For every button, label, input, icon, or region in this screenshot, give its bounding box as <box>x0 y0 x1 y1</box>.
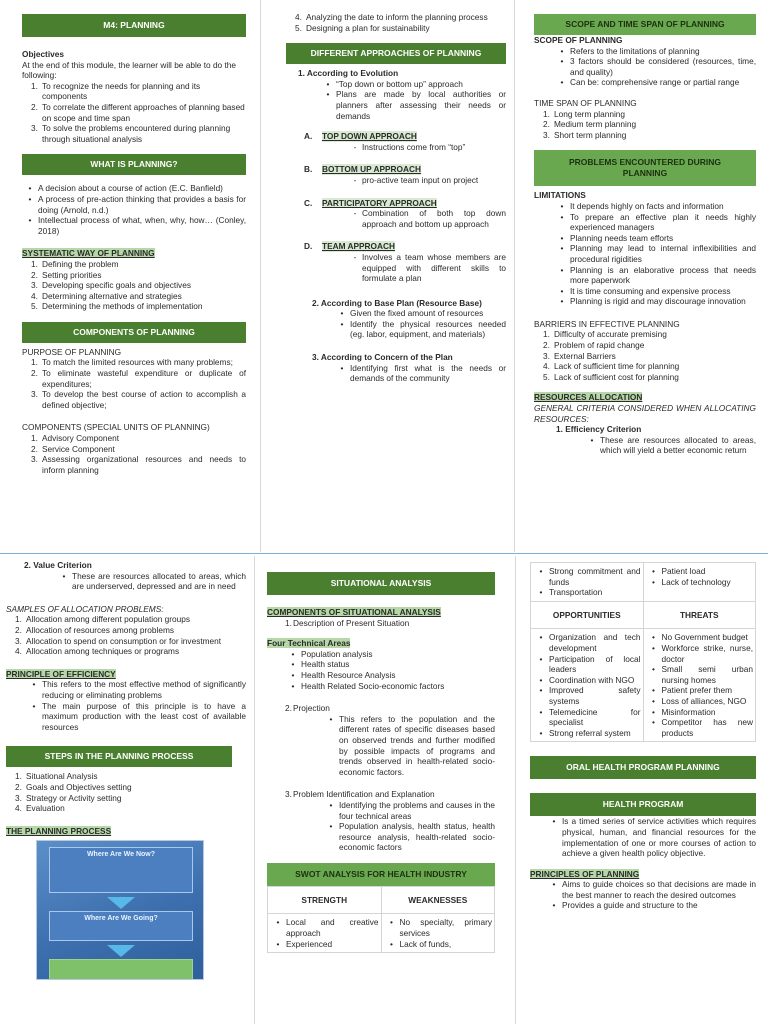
objectives-intro: At the end of this module, the learner will be able to do the following: <box>22 59 237 81</box>
list-item: 2. Goals and Objectives setting <box>15 781 132 792</box>
base-plan-list <box>286 308 506 340</box>
evolution-title: 1. According to Evolution <box>298 68 399 79</box>
special-units-title: COMPONENTS (SPECIAL UNITS OF PLANNING) <box>22 422 210 433</box>
approach-d: D. TEAM APPROACH - Involves a team whose members are equipped with different skills to formulate a plan <box>304 241 506 284</box>
list-item: • It is time consuming and expensive process <box>560 285 731 296</box>
list-item: • Aims to guide choices so that decisions are made in the best manner to reach the desired outcomes <box>552 879 756 900</box>
list-item: • A decision about a course of action (E.C. Banfield) <box>28 183 223 194</box>
swot-table <box>267 886 495 953</box>
list-item: • Participation of local leaders <box>539 653 641 675</box>
list-item: • This refers to the most effective method of significantly reducing or eliminating problems <box>32 679 246 700</box>
list-item: • Population analysis, health status, health resource analysis, health-related socio-economic factors <box>329 821 495 853</box>
column-3 <box>534 14 756 552</box>
limitations-list <box>534 201 756 307</box>
approaches-banner: DIFFERENT APPROACHES OF PLANNING <box>286 43 506 64</box>
concern-title: 3. According to Concern of the Plan <box>312 352 453 363</box>
strength-cell <box>268 914 382 953</box>
list-item: 4. Allocation among techniques or programs <box>15 646 180 657</box>
list-item: • Coordination with NGO <box>539 674 635 685</box>
list-item: • Can be: comprehensive range or partial range <box>560 77 740 88</box>
systematic-list <box>22 259 246 312</box>
components-banner: COMPONENTS OF PLANNING <box>22 322 246 343</box>
value-criterion-list <box>6 571 246 592</box>
list-item: - pro-active team input on project <box>353 174 479 185</box>
list-item: • Experienced <box>276 938 333 949</box>
limitations-title: LIMITATIONS <box>534 190 586 201</box>
list-item: 1. Advisory Component <box>31 433 120 444</box>
list-item: • No specialty, primary services <box>390 917 492 939</box>
efficiency-criterion-title: 1. Efficiency Criterion <box>556 424 642 435</box>
list-item: 5. Lack of sufficient cost for planning <box>543 371 679 382</box>
list-item: 4. Evaluation <box>15 803 65 814</box>
projection-title: 2. Projection <box>285 703 330 714</box>
general-criteria: GENERAL CRITERIA CONSIDERED WHEN ALLOCATING RESOURCES: <box>534 403 756 424</box>
column-divider <box>260 0 261 552</box>
list-item: • Organization and tech development <box>539 632 641 653</box>
list-item: • These are resources allocated to areas, which will yield a better economic return <box>590 434 756 456</box>
list-item: • Loss of alliances, NGO <box>652 695 747 706</box>
column-5 <box>267 572 495 1024</box>
list-item: 1. Description of Present Situation <box>285 617 410 628</box>
time-span-list <box>534 109 756 141</box>
list-item: 1. Defining the problem <box>31 258 119 269</box>
column-divider <box>514 0 515 552</box>
purpose-list <box>22 357 246 410</box>
photo-box: Where Are We Now? <box>49 847 193 893</box>
list-item: • Plans are made by local authorities or planners after assessing their needs or demands <box>326 89 506 121</box>
objectives-title: Objectives <box>22 49 64 59</box>
what-is-planning-banner: WHAT IS PLANNING? <box>22 154 246 175</box>
list-item: • Is a timed series of service activities which requires physical, human, and financial resources for the implementation of one or more courses of action to achieve a given health policy objective. <box>552 816 756 859</box>
list-item: 2. Setting priorities <box>31 269 102 280</box>
list-item: 2. Service Component <box>31 443 115 454</box>
list-item: • Population analysis <box>291 648 373 659</box>
photo-arrow <box>107 945 135 957</box>
list-item: • Small semi urban nursing homes <box>652 664 753 685</box>
list-item: 3. To develop the best course of action to accomplish a defined objective; <box>31 389 246 410</box>
list-item: • Given the fixed amount of resources <box>340 308 484 319</box>
column-divider <box>515 556 516 1024</box>
list-item: • Telemedicine for specialist <box>539 706 641 728</box>
threats-cell <box>643 629 756 742</box>
steps-list <box>6 771 246 813</box>
approach-c: C. PARTICIPATORY APPROACH - Combination of both top down approach and bottom up approach <box>304 197 506 229</box>
list-item: • Identifying the problems and causes in the four technical areas <box>329 799 495 821</box>
strength-header: STRENGTH <box>268 886 382 914</box>
evolution-list <box>286 79 506 121</box>
list-item: 5. Determining the methods of implementation <box>31 301 203 312</box>
column-2 <box>286 12 506 552</box>
list-item: • Refers to the limitations of planning <box>560 45 700 56</box>
health-program-banner: HEALTH PROGRAM <box>530 793 756 816</box>
list-item: 2. To correlate the different approaches of planning based on scope and time span <box>31 101 245 123</box>
list-item: • “Top down or bottom up” approach <box>326 78 463 89</box>
list-item: • Patient load <box>652 566 706 576</box>
scope-title: SCOPE OF PLANNING <box>534 35 623 45</box>
column-6 <box>530 562 756 1024</box>
list-item: • Strong commitment and funds <box>539 566 641 587</box>
list-item: 2. Medium term planning <box>543 119 637 130</box>
list-item: • Identifying first what is the needs or demands of the community <box>340 362 506 384</box>
list-item: - Involves a team whose members are equipped with different skills to formulate a plan <box>353 251 506 284</box>
opportunities-cell <box>531 629 644 742</box>
planning-process-image <box>36 840 204 980</box>
list-item: • Strong referral system <box>539 727 631 738</box>
list-item: • Health Related Socio-economic factors <box>291 680 445 691</box>
samples-list <box>6 614 246 656</box>
components-situational-title: COMPONENTS OF SITUATIONAL ANALYSIS <box>267 607 441 617</box>
barriers-list <box>534 329 756 382</box>
list-item: 3. Short term planning <box>543 129 627 140</box>
list-item: • Lack of funds, <box>390 938 452 949</box>
list-item: • Competitor has new products <box>652 717 753 738</box>
list-item: 1. Situational Analysis <box>15 771 98 782</box>
health-program-list <box>530 816 756 858</box>
list-item: • These are resources allocated to areas, which are underserved, depressed and are in need <box>62 570 246 592</box>
four-technical-title: Four Technical Areas <box>267 638 351 649</box>
scope-time-banner: SCOPE AND TIME SPAN OF PLANNING <box>534 14 756 35</box>
list-item: • Transportation <box>539 587 603 598</box>
list-item: • Planning is an elaborative process that needs more paperwork <box>560 264 756 286</box>
list-item: • Lack of technology <box>652 576 731 587</box>
threats-header: THREATS <box>643 601 756 629</box>
photo-box: Where Are We Going? <box>49 911 193 941</box>
list-item: • Patient prefer them <box>652 685 733 696</box>
projection-list <box>267 714 495 778</box>
list-item: • Planning needs team efforts <box>560 232 674 243</box>
list-item: 4. Analyzing the date to inform the planning process <box>295 12 488 22</box>
list-item: 2. Allocation of resources among problems <box>15 624 175 635</box>
list-item: • Health status <box>291 659 350 670</box>
list-item: 3. To solve the problems encountered during planning through situational analysis <box>31 123 231 144</box>
list-item: 4. Lack of sufficient time for planning <box>543 361 680 372</box>
list-item: • The main purpose of this principle is to have a maximum production with the least cost of available resources <box>32 700 246 732</box>
scope-list <box>534 46 756 88</box>
list-item: - Instructions come from “top” <box>353 141 466 152</box>
list-item: 1. Allocation among different population groups <box>15 614 191 625</box>
list-item: • Identify the physical resources needed (eg. labor, equipment, and materials) <box>340 318 506 340</box>
list-item: • Improved safety systems <box>539 685 641 706</box>
list-item: • It depends highly on facts and information <box>560 200 724 211</box>
value-criterion-title: 2. Value Criterion <box>24 560 92 570</box>
list-item: • 3 factors should be considered (resources, time, and quality) <box>560 56 756 77</box>
list-item: • Provides a guide and structure to the <box>552 900 698 911</box>
list-item: • Misinformation <box>652 706 716 717</box>
continued-list <box>286 12 506 33</box>
list-item: • Local and creative approach <box>276 917 379 939</box>
list-item: - Combination of both top down approach and bottom up approach <box>353 208 506 229</box>
purpose-title: PURPOSE OF PLANNING <box>22 346 122 357</box>
section-divider <box>0 553 768 554</box>
list-item: • This refers to the population and the different rates of specific diseases based on observed trends and further modified by possible impacts of programs and trends observed in health-related socio-economic factors. <box>329 713 495 777</box>
principle-efficiency-title: PRINCIPLE OF EFFICIENCY <box>6 668 116 679</box>
principles-planning-title: PRINCIPLES OF PLANNING <box>530 868 640 879</box>
systematic-way-title: SYSTEMATIC WAY OF PLANNING <box>22 248 155 259</box>
list-item: 3. Assessing organizational resources and needs to inform planning <box>31 454 246 475</box>
column-4 <box>6 560 246 1024</box>
special-units-list <box>22 433 246 475</box>
list-item: 3. Strategy or Activity setting <box>15 792 122 803</box>
approach-b: B. BOTTOM UP APPROACH - pro-active team input on project <box>286 164 506 185</box>
list-item: 3. Allocation to spend on consumption or for investment <box>15 635 222 646</box>
opportunities-header: OPPORTUNITIES <box>531 601 644 629</box>
weaknesses-cell <box>381 914 495 953</box>
column-1 <box>22 14 246 552</box>
time-span-title: TIME SPAN OF PLANNING <box>534 97 637 108</box>
list-item: • Workforce strike, nurse, doctor <box>652 642 753 664</box>
list-item: 4. Determining alternative and strategies <box>31 290 182 301</box>
planning-process-title: THE PLANNING PROCESS <box>6 825 112 836</box>
situational-banner: SITUATIONAL ANALYSIS <box>267 572 495 595</box>
concern-list <box>286 363 506 384</box>
components-situational-list <box>267 618 495 629</box>
photo-arrow <box>107 897 135 909</box>
resources-allocation-title: RESOURCES ALLOCATION <box>534 392 643 403</box>
efficiency-criterion-list <box>534 435 756 456</box>
problem-identification-list <box>267 800 495 853</box>
four-technical-list <box>267 649 495 691</box>
column-divider <box>254 556 255 1024</box>
samples-title: SAMPLES OF ALLOCATION PROBLEMS: <box>6 603 164 614</box>
weaknesses-cell <box>643 563 756 602</box>
list-item: • Planning may lead to internal inflexibilities and procedural rigidities <box>560 243 756 264</box>
what-is-planning-list <box>22 183 246 236</box>
list-item: 1. Long term planning <box>543 108 626 119</box>
list-item: • No Government budget <box>652 632 748 643</box>
list-item: 1. To recognize the needs for planning and its components <box>31 80 201 102</box>
barriers-title: BARRIERS IN EFFECTIVE PLANNING <box>534 318 680 329</box>
list-item: 1. To match the limited resources with many problems; <box>31 357 233 368</box>
list-item: 2. Problem of rapid change <box>543 340 645 351</box>
list-item: • Planning is rigid and may discourage innovation <box>560 296 746 307</box>
list-item: 3. Developing specific goals and objectives <box>31 280 191 291</box>
approach-a: A. TOP DOWN APPROACH - Instructions come from “top” <box>286 131 506 152</box>
list-item: • A process of pre-action thinking that provides a basis for doing (Arnold, n.d.) <box>28 193 246 215</box>
m4-planning-banner: M4: PLANNING <box>22 14 246 37</box>
list-item: 1. Difficulty of accurate premising <box>543 329 667 340</box>
list-item: 2. To eliminate wasteful expenditure or duplicate of expenditures; <box>31 368 246 389</box>
swot-table-continued <box>530 562 756 742</box>
list-item: 5. Designing a plan for sustainability <box>295 22 430 33</box>
swot-banner: SWOT ANALYSIS FOR HEALTH INDUSTRY <box>267 863 495 886</box>
base-plan-title: 2. According to Base Plan (Resource Base) <box>312 297 482 308</box>
steps-banner: STEPS IN THE PLANNING PROCESS <box>6 746 232 767</box>
list-item: • Health Resource Analysis <box>291 669 396 680</box>
problem-identification-title: 3. Problem Identification and Explanation <box>285 789 435 800</box>
oral-health-banner: ORAL HEALTH PROGRAM PLANNING <box>530 756 756 779</box>
strength-cell <box>531 563 644 602</box>
list-item: • To prepare an effective plan it needs highly experienced managers <box>560 211 756 233</box>
problems-banner: PROBLEMS ENCOUNTERED DURING PLANNING <box>534 150 756 186</box>
photo-box <box>49 959 193 980</box>
list-item: • Intellectual process of what, when, why, how… (Conley, 2018) <box>28 215 246 236</box>
list-item: 3. External Barriers <box>543 350 616 361</box>
weaknesses-header: WEAKNESSES <box>381 886 495 914</box>
objectives-list <box>22 81 246 145</box>
principle-efficiency-list <box>6 679 246 732</box>
principles-planning-list <box>530 879 756 911</box>
